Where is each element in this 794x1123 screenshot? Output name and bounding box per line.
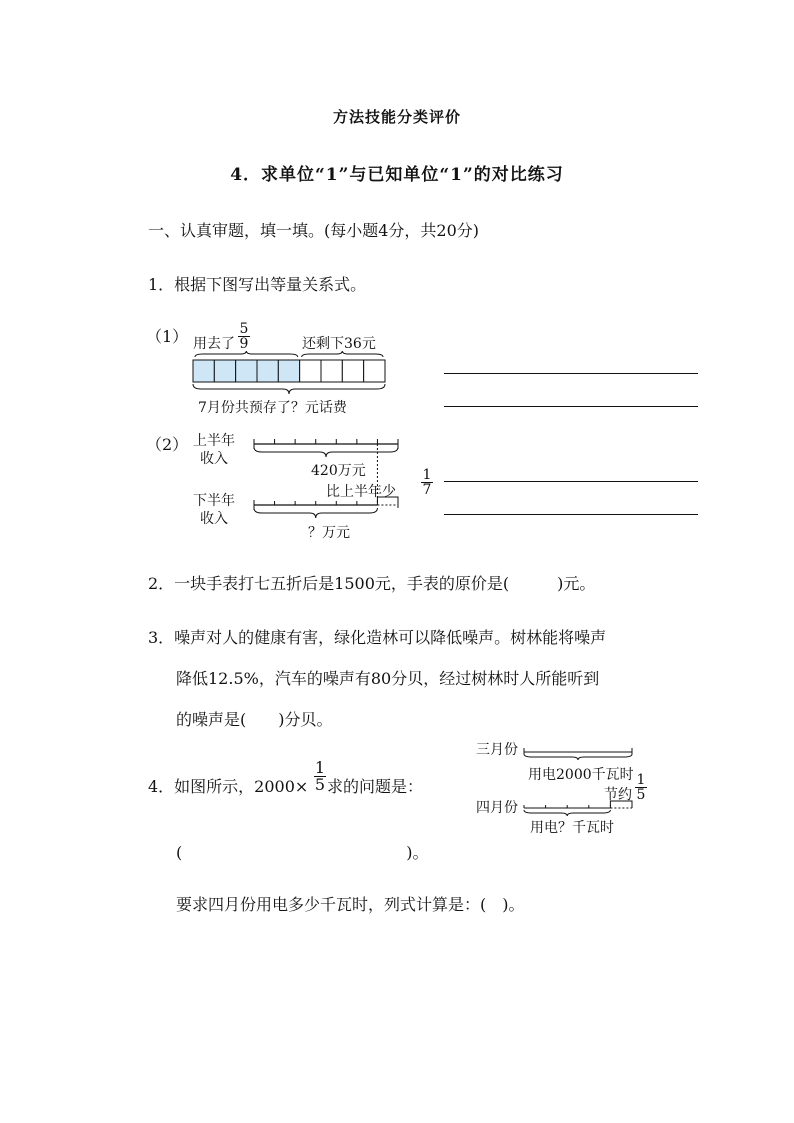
fraction-numerator: 1	[422, 467, 432, 483]
q1-stem: 1．根据下图写出等量关系式。	[148, 275, 367, 294]
section-title: 方法技能分类评价	[332, 108, 461, 126]
fraction-denominator: 5	[314, 775, 326, 794]
q4-prefix: 4．如图所示，2000×	[148, 777, 309, 796]
q1-sub2-row1-label-a: 上半年	[193, 433, 235, 449]
q3-line2: 降低12.5%，汽车的噪声有80分贝，经过树林时人所能听到	[176, 669, 600, 688]
q4-april-label: 四月份	[476, 800, 518, 816]
save-bracket	[610, 801, 632, 806]
q1-sub1-remaining: 还剩下36元	[302, 336, 376, 352]
fraction-denominator: 9	[239, 336, 249, 352]
q2-text: 2．一块手表打七五折后是1500元，手表的原价是( )元。	[148, 574, 596, 593]
q4-followup: 要求四月份用电多少千瓦时，列式计算是：( )。	[176, 895, 525, 914]
q4-suffix: 求的问题是：	[327, 777, 424, 796]
fraction-denominator: 5	[636, 787, 646, 803]
q4-march-label: 三月份	[476, 742, 518, 758]
q3-line1: 3．噪声对人的健康有害，绿化造林可以降低噪声。树林能将噪声	[148, 628, 607, 647]
q1-sub1-bottom-label: 7月份共预存了？元话费	[198, 400, 347, 416]
q1-sub2-row2-label-a: 下半年	[193, 493, 235, 509]
fraction-numerator: 5	[239, 321, 249, 337]
fraction-numerator: 1	[314, 758, 326, 777]
q4-april-value: 用电？千瓦时	[530, 820, 614, 836]
q1-sub2-less-text: 比上半年少	[326, 484, 396, 500]
q1-sub1-used-text: 用去了	[193, 336, 235, 352]
q1-sub2-row2-value: ？万元	[308, 525, 350, 541]
q1-sub2-row1-value: 420万元	[311, 463, 366, 479]
april-brace	[524, 810, 610, 816]
q1-sub2-row2-label-b: 收入	[200, 511, 228, 527]
fraction-numerator: 1	[636, 772, 646, 788]
q3-line3: 的噪声是( )分贝。	[176, 710, 333, 729]
q1-sub2-row1-label-b: 收入	[200, 451, 228, 467]
q4-march-value: 用电2000千瓦时	[528, 767, 634, 783]
lesson-title: 4．求单位“1”与已知单位“1”的对比练习	[230, 165, 564, 185]
fraction-denominator: 7	[422, 482, 432, 498]
part-heading: 一、认真审题，填一填。(每小题4分，共20分)	[148, 221, 480, 240]
q4-answer-blank[interactable]: ( )。	[176, 843, 429, 862]
q4-save-text: 节约	[604, 787, 632, 803]
march-brace	[524, 754, 632, 760]
q1-sub1-label: （1）	[146, 327, 189, 346]
q1-sub2-label: （2）	[146, 435, 189, 454]
